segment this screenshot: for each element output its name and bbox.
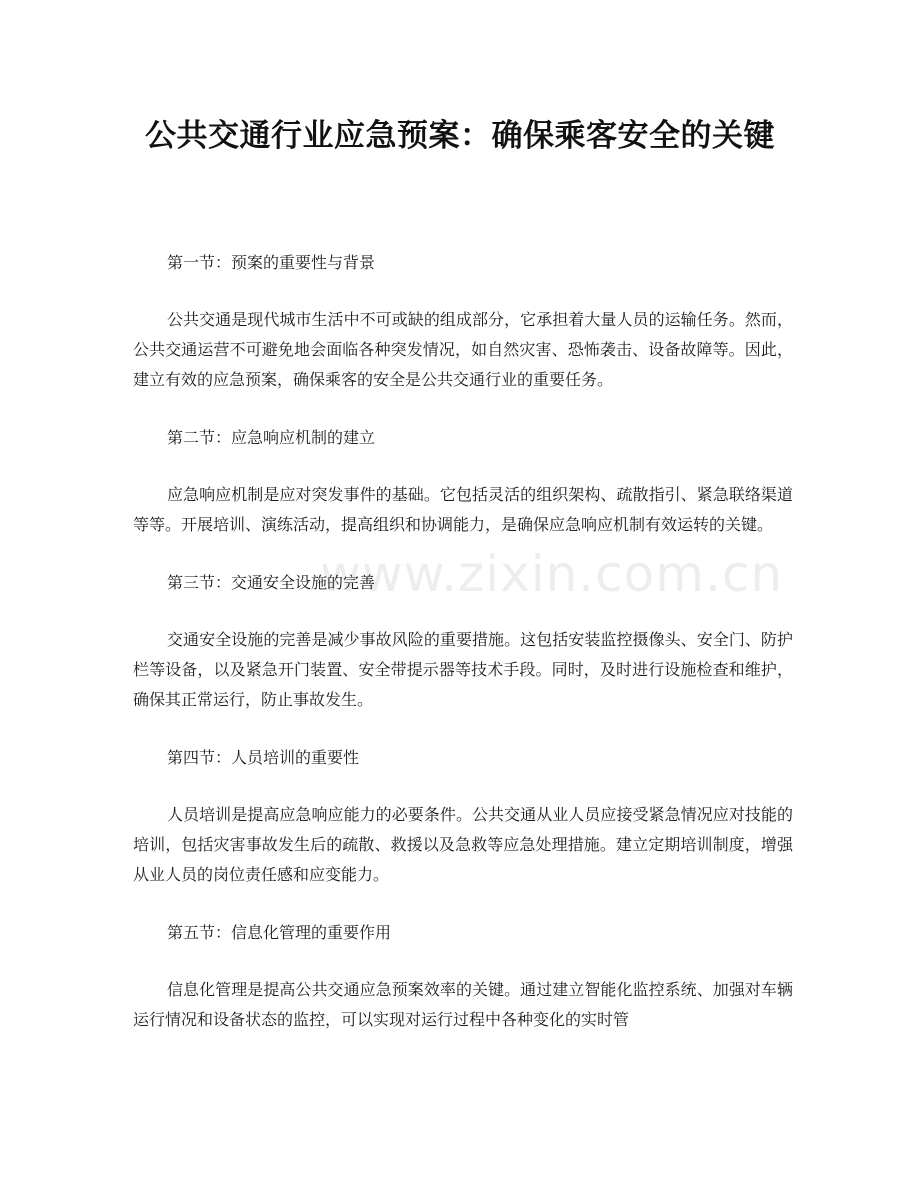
section-5-paragraph: 信息化管理是提高公共交通应急预案效率的关键。通过建立智能化监控系统、加强对车辆运行情况和设备状态的监控，可以实现对运行过程中各种变化的实时管 [133,980,793,1029]
section-4-paragraph: 人员培训是提高应急响应能力的必要条件。公共交通从业人员应接受紧急情况应对技能的培训，包括灾害事故发生后的疏散、救援以及急救等应急处理措施。建立定期培训制度，增强从业人员的岗位责任感和应变能力。 [133,805,793,884]
watermark-text: www.zixin.com.cn [320,545,784,603]
section-2-heading: 第二节：应急响应机制的建立 [167,428,376,447]
section-3-paragraph: 交通安全设施的完善是减少事故风险的重要措施。这包括安装监控摄像头、安全门、防护栏等设备，以及紧急开门装置、安全带提示器等技术手段。同时，及时进行设施检查和维护，确保其正常运行，防止事故发生。 [133,630,793,709]
section-1-paragraph: 公共交通是现代城市生活中不可或缺的组成部分，它承担着大量人员的运输任务。然而，公共交通运营不可避免地会面临各种突发情况，如自然灾害、恐怖袭击、设备故障等。因此，建立有效的应急预案，确保乘客的安全是公共交通行业的重要任务。 [133,310,793,389]
document-title: 公共交通行业应急预案：确保乘客安全的关键 [145,118,775,154]
section-1-heading: 第一节：预案的重要性与背景 [167,253,376,272]
document-body [133,246,793,1035]
section-5-heading: 第五节：信息化管理的重要作用 [167,923,392,942]
section-2-paragraph: 应急响应机制是应对突发事件的基础。它包括灵活的组织架构、疏散指引、紧急联络渠道等等。开展培训、演练活动，提高组织和协调能力，是确保应急响应机制有效运转的关键。 [133,485,793,534]
section-4-heading: 第四节：人员培训的重要性 [167,748,360,767]
section-3-heading: 第三节：交通安全设施的完善 [167,573,376,592]
